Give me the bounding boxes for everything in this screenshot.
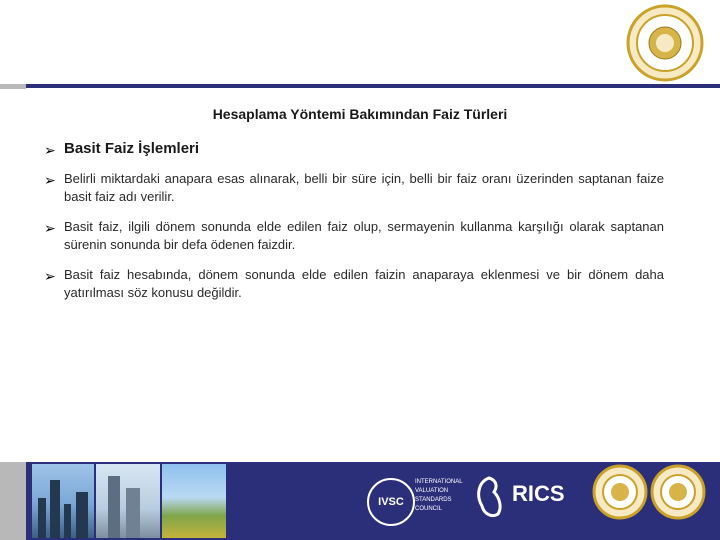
university-seal-icon — [650, 464, 706, 520]
header-rule — [26, 84, 720, 88]
bullet-text: Basit faiz hesabında, dönem sonunda elde edilen faizin anaparaya eklenmesi ve bir dönem daha yatırılması söz konusu değildir. — [64, 267, 664, 300]
arrow-bullet-icon: ➢ — [44, 172, 56, 188]
bullet-text: Belirli miktardaki anapara esas alınarak, belli bir süre için, belli bir faiz oranı üzerinden saptanan faize basit faiz adı verilir. — [64, 171, 664, 204]
ivsc-caption: INTERNATIONAL VALUATION STANDARDS COUNCIL — [415, 479, 463, 512]
page-title: Hesaplama Yöntemi Bakımından Faiz Türleri — [212, 106, 508, 122]
university-seal-icon — [626, 4, 704, 82]
footer-left-bar — [0, 462, 26, 540]
faculty-seal-icon — [592, 464, 648, 520]
arrow-bullet-icon: ➢ — [44, 142, 56, 158]
landscape-photo — [162, 464, 226, 538]
bullet-text: Basit faiz, ilgili dönem sonunda elde edilen faiz olup, sermayenin kullanma karşılığı olarak saptanan sürenin sonunda bir defa ödenen faizdir. — [64, 219, 664, 252]
towers-photo — [96, 464, 160, 538]
bullet-heading — [44, 140, 664, 158]
bullet-item — [44, 170, 664, 206]
header-rule-left — [0, 84, 26, 89]
bullet-item — [44, 218, 664, 254]
arrow-bullet-icon: ➢ — [44, 268, 56, 284]
ivsc-logo: IVSC — [367, 478, 415, 526]
bullet-list — [44, 140, 664, 314]
bullet-item — [44, 266, 664, 302]
rics-lion-icon — [472, 474, 506, 522]
city-skyline-photo — [32, 464, 94, 538]
arrow-bullet-icon: ➢ — [44, 220, 56, 236]
rics-logo: RICS — [512, 481, 565, 506]
bullet-text: Basit Faiz İşlemleri — [64, 140, 200, 157]
